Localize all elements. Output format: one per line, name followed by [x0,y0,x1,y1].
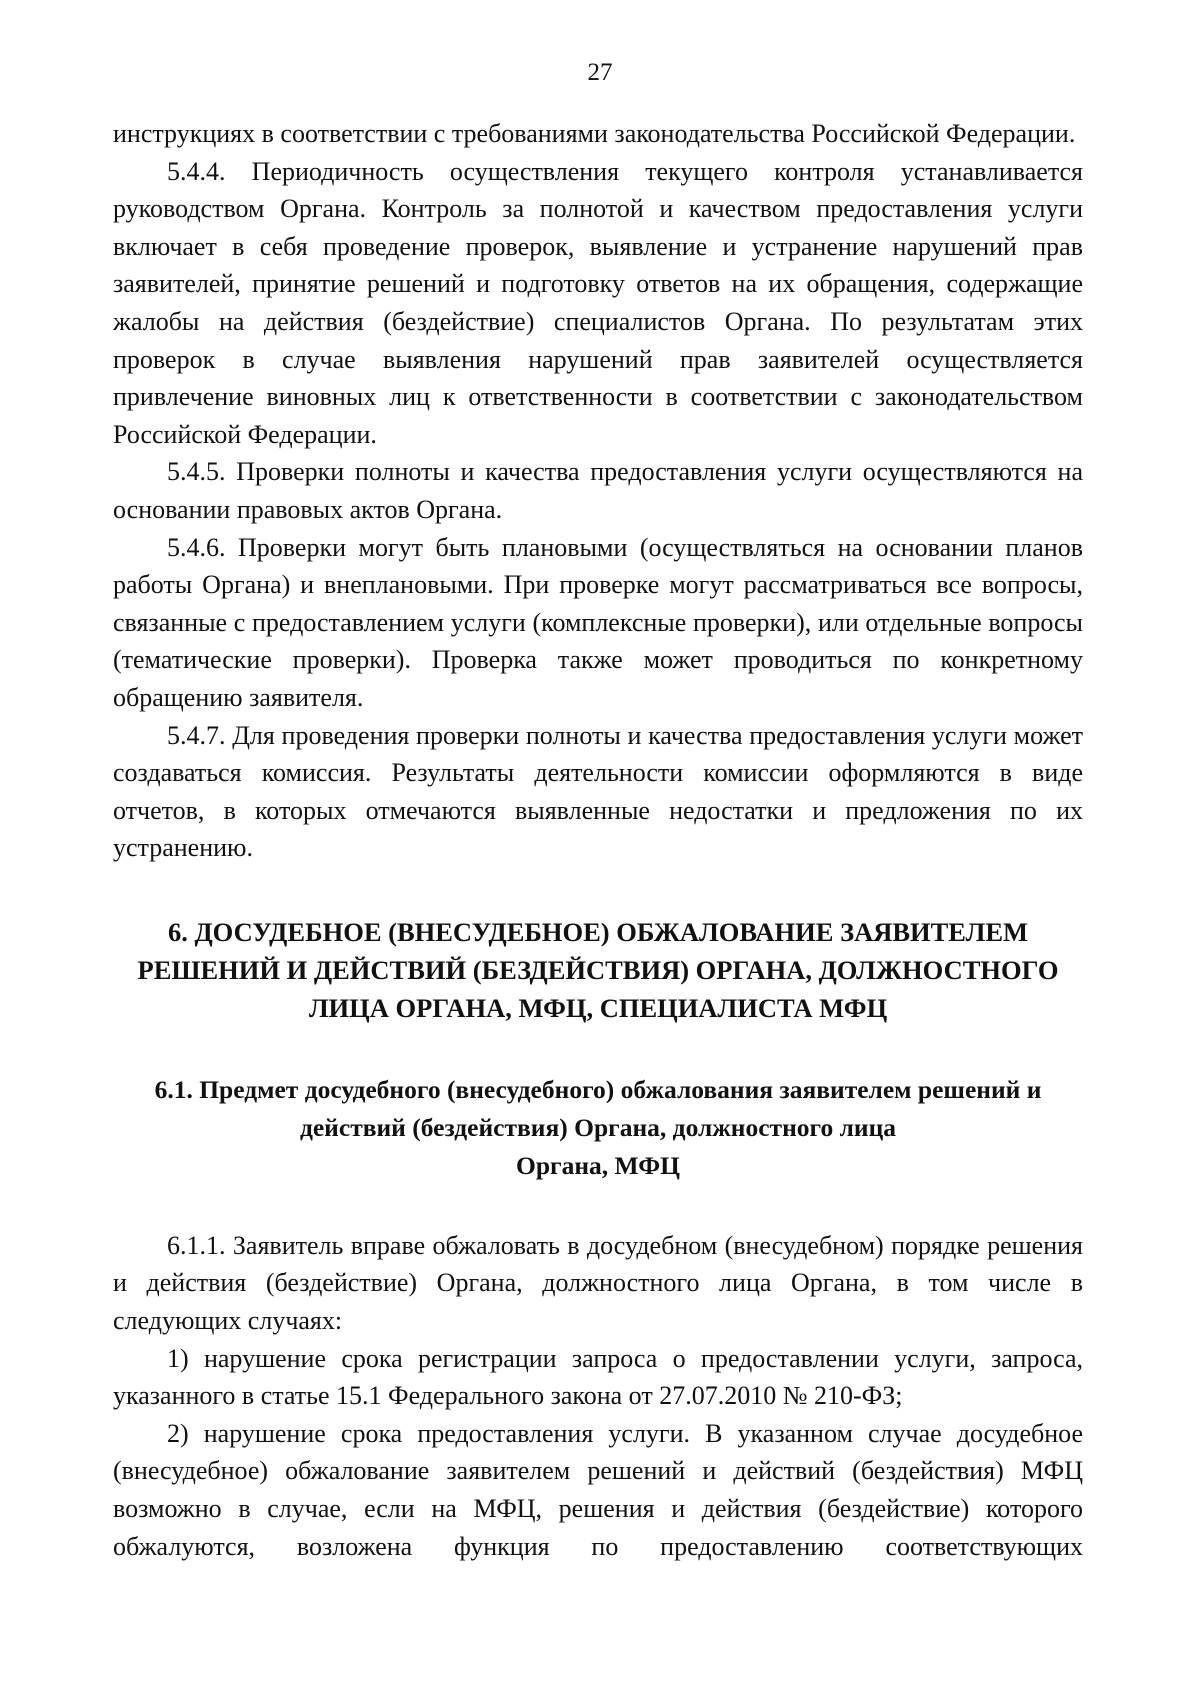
paragraph-continuation: инструкциях в соответствии с требованиями законодательства Российской Федерации. [113,119,1076,148]
page-number: 27 [587,59,613,86]
section-6-heading: 6. ДОСУДЕБНОЕ (ВНЕСУДЕБНОЕ) ОБЖАЛОВАНИЕ ЗАЯВИТЕЛЕМ РЕШЕНИЙ И ДЕЙСТВИЙ (БЕЗДЕЙСТВИЯ) ОРГАНА, ДОЛЖНОСТНОГО ЛИЦА ОРГАНА, МФЦ, СПЕЦИАЛИСТА МФЦ [137,916,1059,1023]
paragraph-5-4-7: 5.4.7. Для проведения проверки полноты и качества предоставления услуги может создаваться комиссия. Результаты деятельности комиссии оформляются в виде отчетов, в которых отмечаются выявленные недостатки и предложения по их устранению. [113,720,1083,863]
paragraph-6-1-1: 6.1.1. Заявитель вправе обжаловать в досудебном (внесудебном) порядке решения и действия (бездействие) Органа, должностного лица Органа, в том числе в следующих случаях: [113,1230,1083,1336]
spacer [113,1185,1083,1227]
list-item-2: 2) нарушение срока предоставления услуги. В указанном случае досудебное (внесудебное) обжалование заявителем решений и действий (бездействия) МФЦ возможно в случае, если на МФЦ, решения и действия (бездействие) которого обжалуются, возложена функция по предоставлению соответствующих [113,1418,1083,1561]
page-content [113,115,1083,1565]
list-item-1: 1) нарушение срока регистрации запроса о предоставлении услуги, запроса, указанного в статье 15.1 Федерального закона от 27.07.2010 № 210-ФЗ; [113,1343,1083,1411]
subsection-6-1-heading-line1: 6.1. Предмет досудебного (внесудебного) обжалования заявителем решений и [154,1074,1042,1104]
subsection-6-1-heading-line3: Органа, МФЦ [515,1150,680,1180]
paragraph-5-4-6: 5.4.6. Проверки могут быть плановыми (осуществляться на основании планов работы Органа) и внеплановыми. При проверке могут рассматриваться все вопросы, связанные с предоставлением услуги (комплексные проверки), или отдельные вопросы (тематические проверки). Проверка также может проводиться по конкретному обращению заявителя. [113,532,1083,712]
paragraph-5-4-4: 5.4.4. Периодичность осуществления текущего контроля устанавливается руководством Органа. Контроль за полнотой и качеством предоставления услуги включает в себя проведение проверок, выявление и устранение нарушений прав заявителей, принятие решений и подготовку ответов на их обращения, содержащие жалобы на действия (бездействие) специалистов Органа. По результатам этих проверок в случае выявления нарушений прав заявителей осуществляется привлечение виновных лиц к ответственности в соответствии с законодательством Российской Федерации. [113,156,1083,449]
subsection-6-1-heading [113,1071,1083,1185]
paragraph-5-4-5: 5.4.5. Проверки полноты и качества предоставления услуги осуществляются на основании правовых актов Органа. [113,457,1083,524]
subsection-6-1-heading-line2: действий (бездействия) Органа, должностного лица [299,1112,897,1142]
